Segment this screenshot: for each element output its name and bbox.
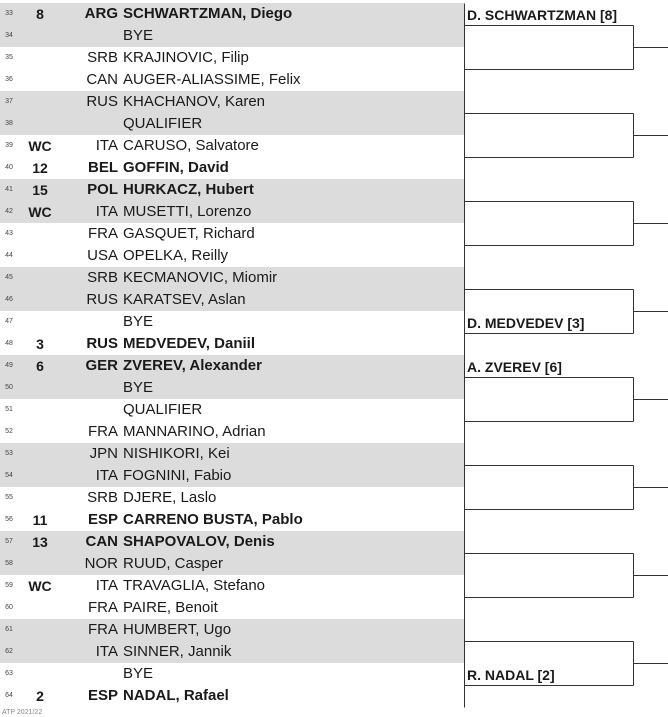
draw-position-number: 35 <box>5 54 13 61</box>
draw-position-number: 52 <box>5 428 13 435</box>
country-code: POL <box>87 181 118 198</box>
draw-position-number: 46 <box>5 296 13 303</box>
seed-label: 8 <box>36 6 44 22</box>
country-code: RUS <box>86 291 118 308</box>
country-code: SRB <box>87 49 118 66</box>
seed-label: 13 <box>32 534 48 550</box>
draw-position-number: 33 <box>5 10 13 17</box>
draw-position-number: 47 <box>5 318 13 325</box>
country-code: ESP <box>87 511 118 528</box>
seed-label: 3 <box>36 336 44 352</box>
player-name: BYE <box>123 313 154 330</box>
country-code: BEL <box>88 159 118 176</box>
country-code: GER <box>85 357 118 374</box>
draw-position-number: 53 <box>5 450 13 457</box>
player-name: BYE <box>123 379 154 396</box>
player-name: GOFFIN, David <box>123 159 229 176</box>
round2-d-medvedev-3: D. MEDVEDEV [3] <box>467 315 585 331</box>
player-name: CARRENO BUSTA, Pablo <box>123 511 303 528</box>
round2-r-nadal-2: R. NADAL [2] <box>467 667 555 683</box>
country-code: FRA <box>88 621 118 638</box>
player-name: FOGNINI, Fabio <box>123 467 232 484</box>
seed-label: 12 <box>32 160 48 176</box>
player-name: QUALIFIER <box>123 115 203 132</box>
round2-a-zverev-6: A. ZVEREV [6] <box>467 359 562 375</box>
player-name: KHACHANOV, Karen <box>123 93 266 110</box>
player-name: PAIRE, Benoit <box>123 599 218 616</box>
player-name: SHAPOVALOV, Denis <box>123 533 275 550</box>
player-name: HUMBERT, Ugo <box>123 621 232 638</box>
player-name: DJERE, Laslo <box>123 489 217 506</box>
country-code: SRB <box>87 269 118 286</box>
player-name: SCHWARTZMAN, Diego <box>123 5 293 22</box>
player-name: KARATSEV, Aslan <box>123 291 246 308</box>
draw-position-number: 54 <box>5 472 13 479</box>
draw-position-number: 36 <box>5 76 13 83</box>
draw-position-number: 63 <box>5 670 13 677</box>
draw-position-number: 37 <box>5 98 13 105</box>
footnote: ATP 2021/22 <box>2 709 43 716</box>
country-code: FRA <box>88 599 118 616</box>
country-code: FRA <box>88 423 118 440</box>
seed-label: WC <box>28 204 52 220</box>
draw-position-number: 57 <box>5 538 13 545</box>
player-name: SINNER, Jannik <box>123 643 232 660</box>
draw-position-number: 44 <box>5 252 13 259</box>
country-code: RUS <box>86 93 118 110</box>
seed-label: WC <box>28 578 52 594</box>
player-name: OPELKA, Reilly <box>123 247 229 264</box>
draw-position-number: 49 <box>5 362 13 369</box>
draw-position-number: 50 <box>5 384 13 391</box>
draw-position-number: 61 <box>5 626 13 633</box>
country-code: CAN <box>85 533 118 550</box>
seed-label: 15 <box>32 182 48 198</box>
draw-position-number: 45 <box>5 274 13 281</box>
player-name: MEDVEDEV, Daniil <box>123 335 255 352</box>
draw-position-number: 34 <box>5 32 13 39</box>
player-name: MUSETTI, Lorenzo <box>123 203 252 220</box>
country-code: ESP <box>87 687 118 704</box>
round2-d-schwartzman-8: D. SCHWARTZMAN [8] <box>467 7 618 23</box>
country-code: ITA <box>95 643 118 660</box>
draw-position-number: 51 <box>5 406 13 413</box>
draw-position-number: 40 <box>5 164 13 171</box>
player-name: BYE <box>123 665 154 682</box>
player-name: RUUD, Casper <box>123 555 224 572</box>
player-name: BYE <box>123 27 154 44</box>
player-name: NADAL, Rafael <box>123 687 229 704</box>
draw-position-number: 38 <box>5 120 13 127</box>
country-code: ITA <box>95 577 118 594</box>
player-name: KRAJINOVIC, Filip <box>123 49 249 66</box>
country-code: NOR <box>84 555 118 572</box>
country-code: FRA <box>88 225 118 242</box>
draw-position-number: 43 <box>5 230 13 237</box>
country-code: ITA <box>95 137 118 154</box>
draw-position-number: 60 <box>5 604 13 611</box>
player-name: AUGER-ALIASSIME, Felix <box>123 71 301 88</box>
draw-position-number: 58 <box>5 560 13 567</box>
player-name: NISHIKORI, Kei <box>123 445 230 462</box>
seed-label: 6 <box>36 358 44 374</box>
player-name: ZVEREV, Alexander <box>123 357 262 374</box>
country-code: ITA <box>95 467 118 484</box>
draw-position-number: 39 <box>5 142 13 149</box>
player-name: CARUSO, Salvatore <box>123 137 259 154</box>
draw-position-number: 62 <box>5 648 13 655</box>
country-code: CAN <box>86 71 118 88</box>
player-name: MANNARINO, Adrian <box>123 423 266 440</box>
player-name: HURKACZ, Hubert <box>123 181 254 198</box>
player-name: QUALIFIER <box>123 401 203 418</box>
player-name: KECMANOVIC, Miomir <box>123 269 278 286</box>
player-name: GASQUET, Richard <box>123 225 255 242</box>
draw-position-number: 48 <box>5 340 13 347</box>
country-code: RUS <box>86 335 118 352</box>
draw-position-number: 55 <box>5 494 13 501</box>
country-code: ITA <box>95 203 118 220</box>
draw-position-number: 59 <box>5 582 13 589</box>
country-code: JPN <box>89 445 118 462</box>
draw-position-number: 41 <box>5 186 13 193</box>
seed-label: WC <box>28 138 52 154</box>
country-code: USA <box>87 247 118 264</box>
player-name: TRAVAGLIA, Stefano <box>123 577 266 594</box>
draw-position-number: 42 <box>5 208 13 215</box>
seed-label: 11 <box>32 512 48 528</box>
seed-label: 2 <box>36 688 44 704</box>
country-code: ARG <box>84 5 118 22</box>
country-code: SRB <box>87 489 118 506</box>
draw-position-number: 56 <box>5 516 13 523</box>
draw-position-number: 64 <box>5 692 13 699</box>
